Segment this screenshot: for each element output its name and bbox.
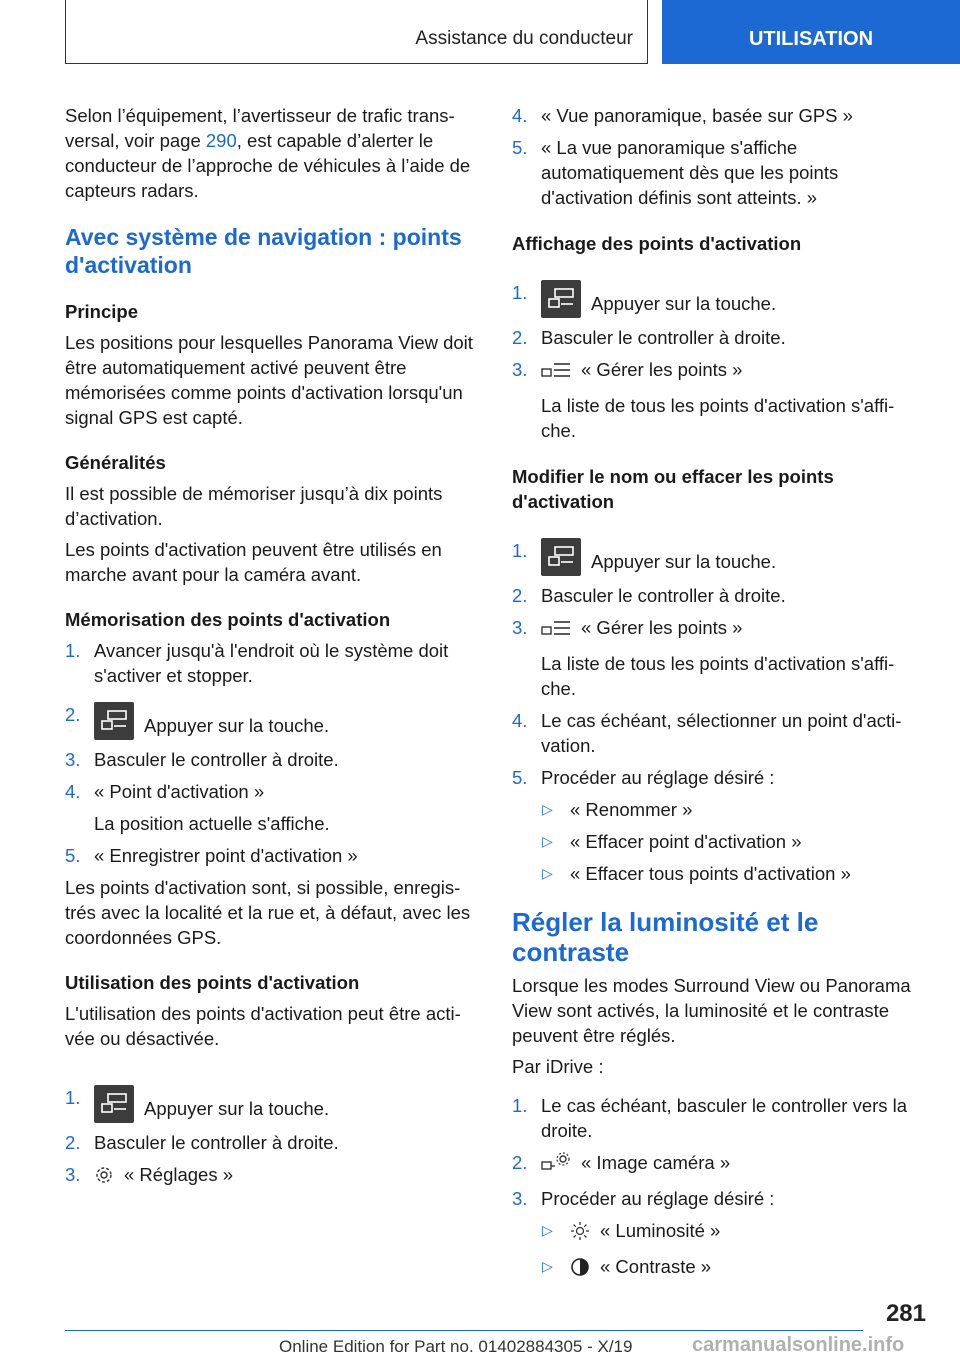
step-number: 1.	[65, 1087, 81, 1108]
triangle-bullet-icon: ▷	[542, 1258, 553, 1274]
bullet-text: « Effacer tous points d'activation »	[570, 863, 851, 884]
list-item	[512, 583, 926, 608]
list-item	[512, 829, 926, 854]
bullet-text: « Renommer »	[570, 799, 693, 820]
list-item	[65, 747, 480, 772]
memorisation-steps	[65, 638, 480, 868]
list-item	[512, 1254, 926, 1283]
list-item	[512, 1218, 926, 1247]
header-chapter-label: UTILISATION	[748, 27, 874, 50]
intro-paragraph	[65, 103, 480, 203]
step-text: Appuyer sur la touche.	[144, 1098, 330, 1119]
step-number: 2.	[65, 704, 81, 725]
principe-text: Les positions pour lesquelles Panorama View doit être automatiquement activé peuvent être mémorisées comme points d'activation lorsqu'un signal GPS est capté.	[65, 332, 473, 428]
step-number: 2.	[512, 1152, 528, 1173]
step-text: Procéder au réglage désiré :	[541, 767, 775, 788]
step-number: 4.	[65, 781, 81, 802]
list-item	[65, 1085, 480, 1123]
step-text: Appuyer sur la touche.	[144, 715, 330, 736]
step-number: 4.	[512, 105, 528, 126]
list-item	[65, 702, 480, 740]
step-number: 1.	[512, 282, 528, 303]
list-item	[512, 538, 926, 576]
camera-button-icon	[541, 538, 581, 576]
list-item	[512, 1093, 926, 1143]
list-item	[512, 325, 926, 350]
subheading-utilisation: Utilisation des points d'activation	[65, 972, 360, 993]
step-text: Basculer le controller à droite.	[541, 585, 786, 606]
camera-button-icon	[541, 280, 581, 318]
subheading-principe: Principe	[65, 301, 138, 322]
list-item	[512, 357, 926, 443]
step-text: « Gérer les points »	[581, 617, 743, 638]
intro-text-b: , est capable d’alerter le conducteur de l’approche de véhicules à l’aide de capteurs radars.	[65, 130, 471, 201]
bullet-text: « Contraste »	[600, 1256, 712, 1277]
step-text: Avancer jusqu'à l'endroit où le système doit s'activer et stopper.	[94, 640, 449, 686]
step-number: 5.	[65, 845, 81, 866]
step-text: Le cas échéant, sélectionner un point d'acti-vation.	[541, 710, 902, 756]
step-subtext: La liste de tous les points d'activation s'affi-che.	[541, 653, 895, 699]
step-text: Basculer le controller à droite.	[541, 327, 786, 348]
camera-button-icon	[94, 1085, 134, 1123]
step-number: 3.	[512, 617, 528, 638]
step-text: Basculer le controller à droite.	[94, 1132, 339, 1153]
list-item	[65, 638, 480, 688]
step-text: Basculer le controller à droite.	[94, 749, 339, 770]
step-number: 2.	[65, 1132, 81, 1153]
generalites-text-1: Il est possible de mémoriser jusqu’à dix points d’activation.	[65, 483, 443, 529]
manage-points-icon	[541, 618, 571, 644]
list-item	[512, 708, 926, 758]
brightness-icon	[570, 1221, 590, 1247]
list-item	[512, 135, 926, 210]
step-subtext: La position actuelle s'affiche.	[94, 813, 330, 834]
header-chapter-tab[interactable]	[662, 0, 960, 64]
step-text: Appuyer sur la touche.	[591, 551, 777, 572]
step-number: 2.	[512, 327, 528, 348]
bullet-text: « Effacer point d'activation »	[570, 831, 802, 852]
list-item	[512, 103, 926, 128]
header-section-title: Assistance du conducteur	[415, 28, 633, 49]
step-text: « Enregistrer point d'activation »	[94, 845, 358, 866]
footer-edition: Online Edition for Part no. 01402884305 - X/19	[279, 1337, 633, 1356]
step-text: « Image caméra »	[581, 1152, 731, 1173]
manage-points-icon	[541, 360, 571, 386]
step-text: « Point d'activation »	[94, 781, 265, 802]
list-item	[512, 797, 926, 822]
step-number: 1.	[512, 540, 528, 561]
step-subtext: La liste de tous les points d'activation s'affi-che.	[541, 395, 895, 441]
list-item	[512, 861, 926, 886]
step-number: 3.	[65, 1164, 81, 1185]
generalites-text-2: Les points d'activation peuvent être utilisés en marche avant pour la caméra avant.	[65, 539, 442, 585]
right-column	[512, 103, 926, 1290]
heading-navigation-activation-points: Avec système de navigation : points d'activation	[65, 224, 462, 278]
step-number: 3.	[512, 1188, 528, 1209]
brightness-intro-text: Lorsque les modes Surround View ou Panorama View sont activés, la luminosité et le contraste peuvent être réglés.	[512, 975, 911, 1046]
watermark-logo: carmanualsonline.info	[692, 1334, 905, 1356]
list-item	[512, 1150, 926, 1179]
heading-brightness-contrast: Régler la luminosité et le contraste	[512, 907, 819, 967]
intro-text-a: Selon l’équipement, l’avertisseur de trafic trans-versal, voir page	[65, 105, 455, 151]
list-item	[512, 765, 926, 790]
utilisation-text: L'utilisation des points d'activation peut être acti-vée ou désactivée.	[65, 1003, 461, 1049]
footer-divider	[65, 1330, 863, 1331]
step-text: « Gérer les points »	[581, 359, 743, 380]
par-idrive-text: Par iDrive :	[512, 1056, 604, 1077]
header-frame	[65, 0, 648, 64]
step-number: 3.	[512, 359, 528, 380]
affichage-steps	[512, 280, 926, 443]
page-link-290[interactable]: 290	[205, 130, 237, 151]
step-text: Procéder au réglage désiré :	[541, 1188, 775, 1209]
left-column	[65, 103, 480, 1198]
page-number: 281	[885, 1300, 926, 1327]
step-text: « Réglages »	[124, 1164, 234, 1185]
modifier-steps	[512, 538, 926, 790]
step-number: 1.	[65, 640, 81, 661]
brightness-steps	[512, 1093, 926, 1211]
list-item	[65, 843, 480, 868]
bullet-text: « Luminosité »	[600, 1220, 721, 1241]
list-item	[512, 280, 926, 318]
continued-steps	[512, 103, 926, 210]
step-number: 1.	[512, 1095, 528, 1116]
subheading-modifier: Modifier le nom ou effacer les points d'activation	[512, 466, 834, 512]
step-number: 4.	[512, 710, 528, 731]
list-item	[512, 1186, 926, 1211]
triangle-bullet-icon: ▷	[542, 865, 553, 881]
step-text: « La vue panoramique s'affiche automatiquement dès que les points d'activation définis sont atteints. »	[541, 137, 839, 208]
subheading-affichage: Affichage des points d'activation	[512, 233, 802, 254]
step-text: Appuyer sur la touche.	[591, 293, 777, 314]
step-text: Le cas échéant, basculer le controller vers la droite.	[541, 1095, 908, 1141]
memorisation-after-text: Les points d'activation sont, si possible, enregis-trés avec la localité et la rue et, à défaut, avec les coordonnées GPS.	[65, 877, 471, 948]
utilisation-steps	[65, 1085, 480, 1191]
settings-gear-icon	[94, 1165, 114, 1191]
list-item	[65, 1162, 480, 1191]
camera-button-icon	[94, 702, 134, 740]
step-number: 5.	[512, 767, 528, 788]
triangle-bullet-icon: ▷	[542, 833, 553, 849]
step-number: 5.	[512, 137, 528, 158]
triangle-bullet-icon: ▷	[542, 801, 553, 817]
triangle-bullet-icon: ▷	[542, 1222, 553, 1238]
subheading-generalites: Généralités	[65, 452, 166, 473]
list-item	[65, 779, 480, 836]
step-number: 2.	[512, 585, 528, 606]
step-text: « Vue panoramique, basée sur GPS »	[541, 105, 853, 126]
camera-image-icon	[541, 1151, 571, 1179]
list-item	[512, 615, 926, 701]
step-number: 3.	[65, 749, 81, 770]
contrast-icon	[570, 1257, 590, 1283]
list-item	[65, 1130, 480, 1155]
subheading-memorisation: Mémorisation des points d'activation	[65, 609, 391, 630]
